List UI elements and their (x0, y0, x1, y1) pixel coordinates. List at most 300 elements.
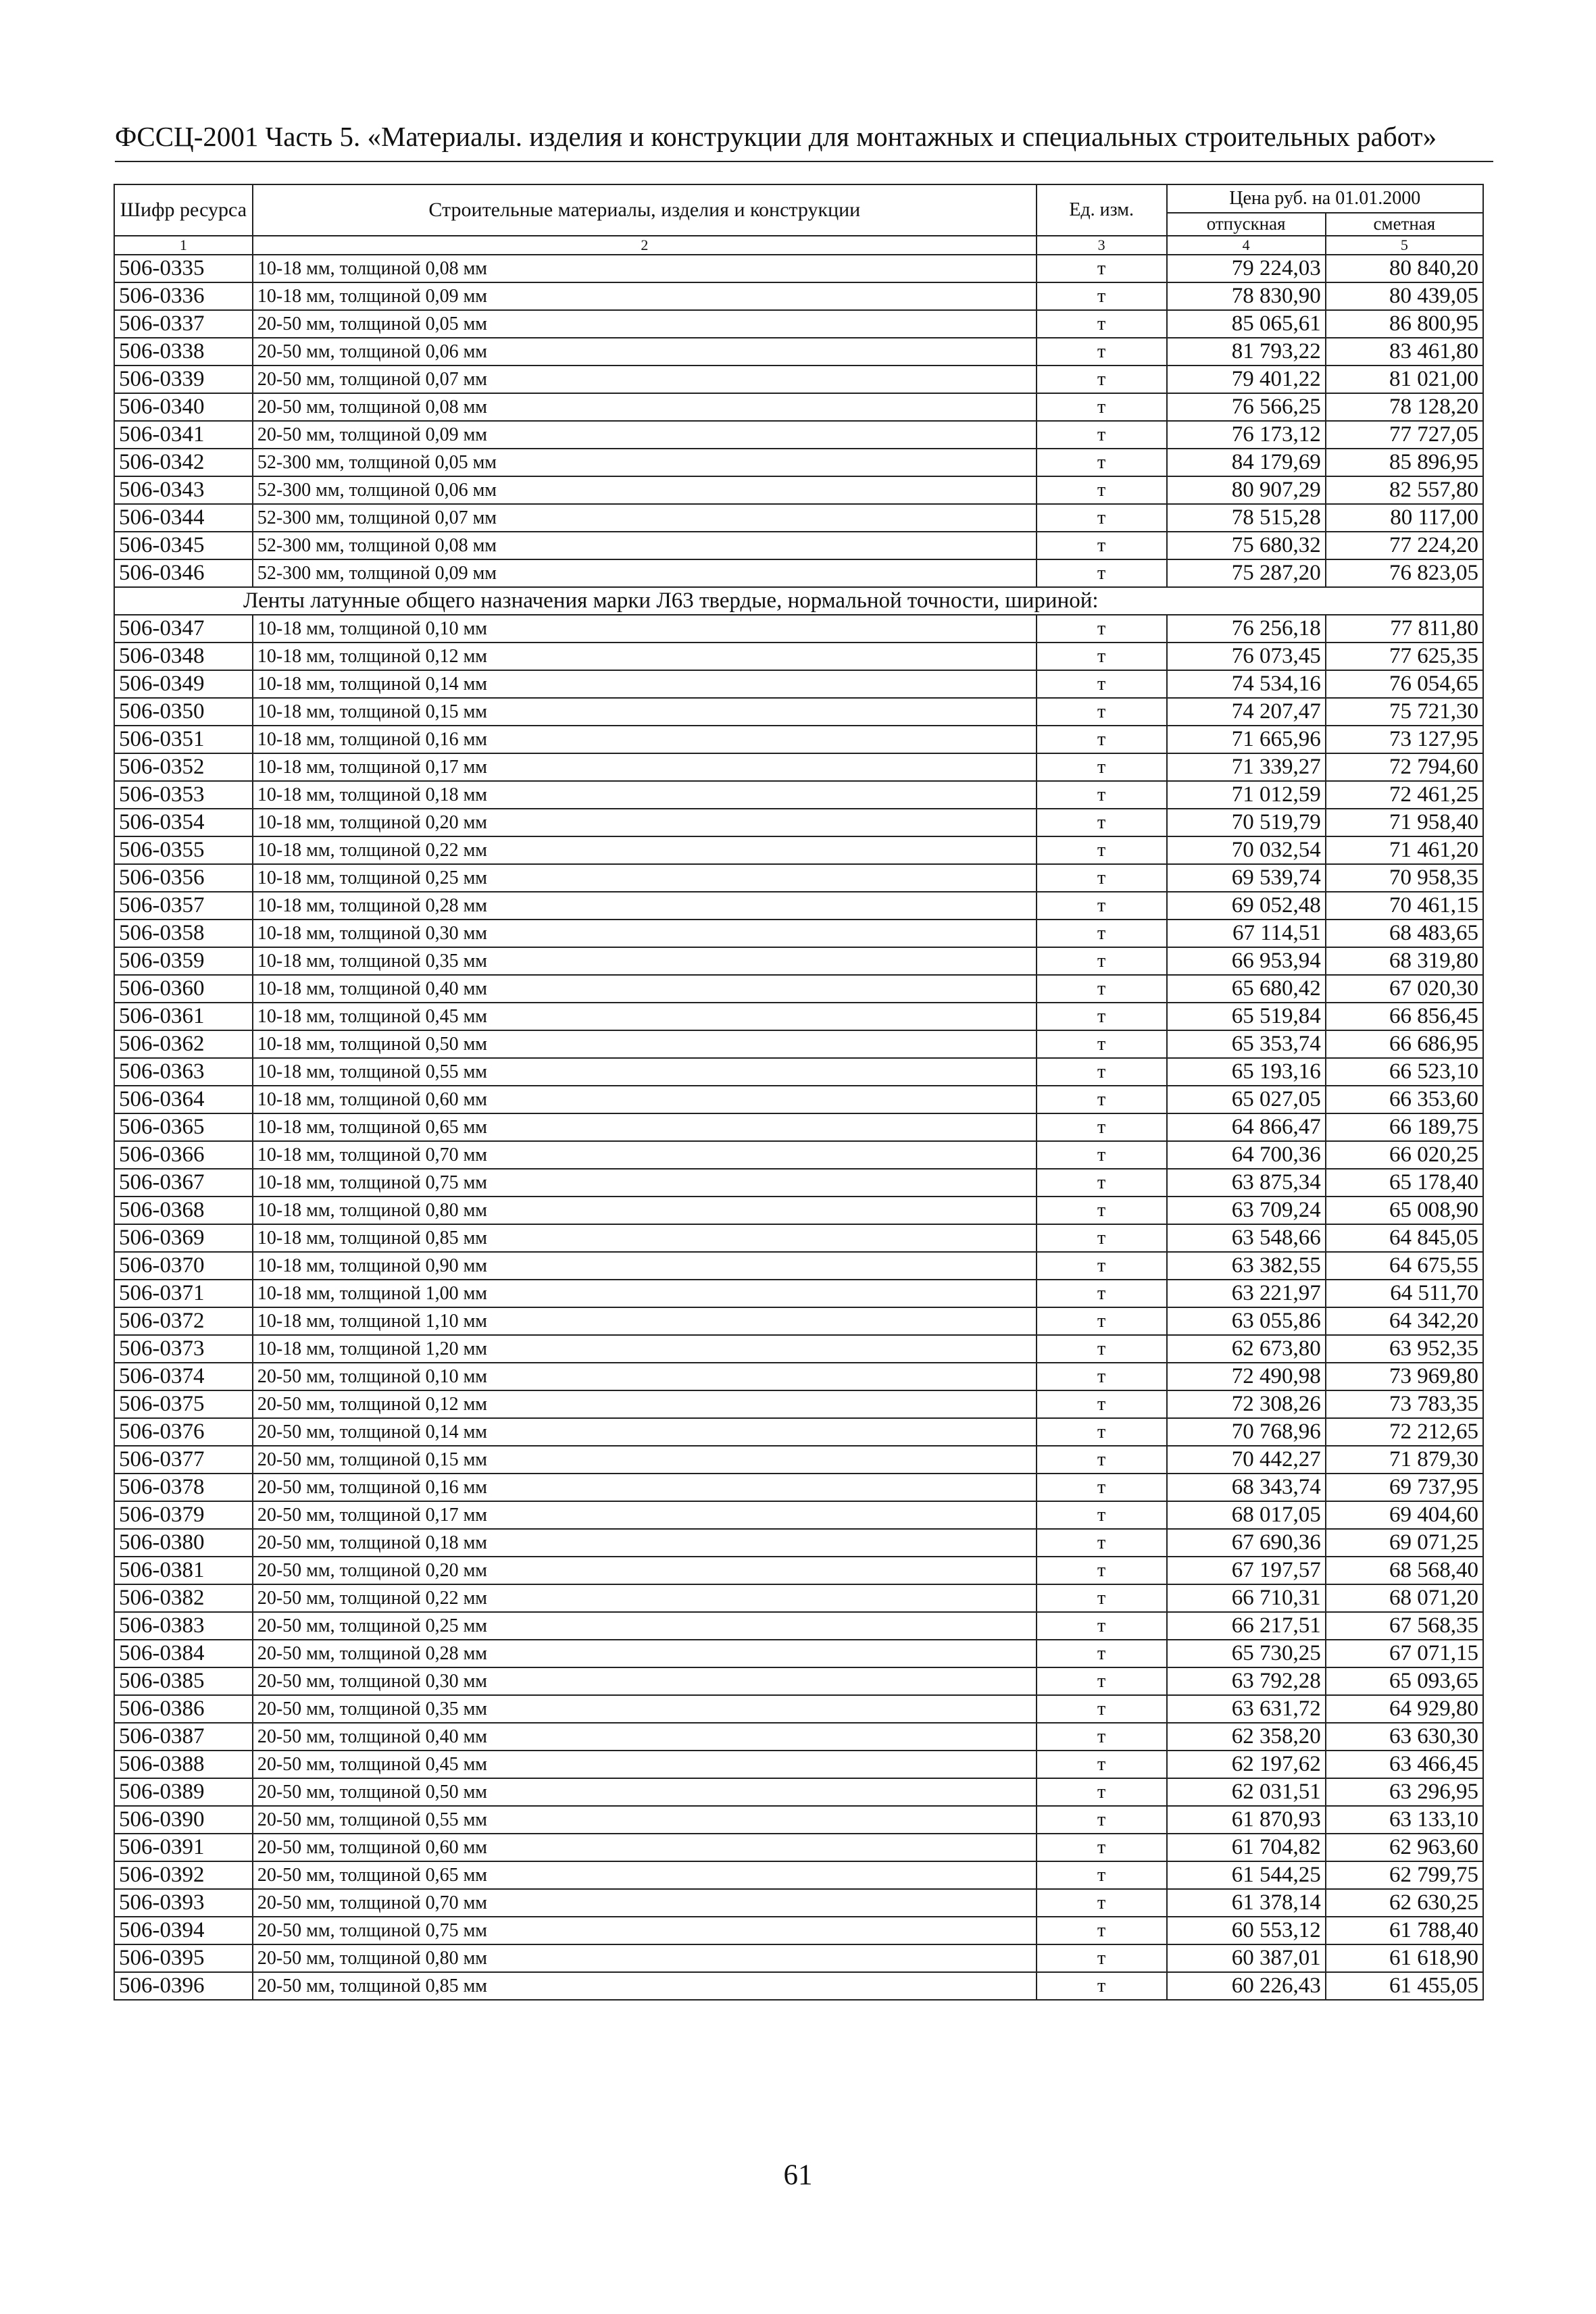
unit-cell: т (1037, 1197, 1167, 1224)
unit-cell: т (1037, 920, 1167, 947)
release-price-cell: 72 308,26 (1167, 1390, 1326, 1418)
material-name-cell: 52-300 мм, толщиной 0,06 мм (253, 476, 1037, 504)
material-name-cell: 10-18 мм, толщиной 0,50 мм (253, 1030, 1037, 1058)
unit-cell: т (1037, 1141, 1167, 1169)
resource-code-cell: 506-0356 (114, 864, 253, 892)
resource-code-cell: 506-0389 (114, 1778, 253, 1806)
resource-code-cell: 506-0360 (114, 975, 253, 1003)
unit-cell: т (1037, 1224, 1167, 1252)
table-row (114, 1224, 1483, 1252)
release-price-cell: 75 680,32 (1167, 532, 1326, 559)
estimate-price-cell: 77 224,20 (1326, 532, 1483, 559)
resource-code-cell: 506-0367 (114, 1169, 253, 1197)
release-price-cell: 67 690,36 (1167, 1529, 1326, 1557)
material-name-cell: 10-18 мм, толщиной 0,65 мм (253, 1113, 1037, 1141)
estimate-price-cell: 66 353,60 (1326, 1086, 1483, 1113)
table-row (114, 310, 1483, 338)
resource-code-cell: 506-0391 (114, 1834, 253, 1861)
resource-code-cell: 506-0365 (114, 1113, 253, 1141)
estimate-price-cell: 78 128,20 (1326, 393, 1483, 421)
release-price-cell: 63 631,72 (1167, 1695, 1326, 1723)
unit-cell: т (1037, 504, 1167, 532)
release-price-cell: 69 539,74 (1167, 864, 1326, 892)
resource-code-cell: 506-0348 (114, 643, 253, 670)
table-row (114, 449, 1483, 476)
estimate-price-cell: 66 686,95 (1326, 1030, 1483, 1058)
unit-cell: т (1037, 1806, 1167, 1834)
table-row (114, 643, 1483, 670)
col-code-header: Шифр ресурса (114, 184, 253, 236)
table-row (114, 753, 1483, 781)
resource-code-cell: 506-0354 (114, 809, 253, 836)
resource-code-cell: 506-0373 (114, 1335, 253, 1363)
release-price-cell: 81 793,22 (1167, 338, 1326, 366)
resource-code-cell: 506-0370 (114, 1252, 253, 1280)
material-name-cell: 10-18 мм, толщиной 1,20 мм (253, 1335, 1037, 1363)
table-row (114, 1307, 1483, 1335)
estimate-price-cell: 70 958,35 (1326, 864, 1483, 892)
resource-code-cell: 506-0362 (114, 1030, 253, 1058)
release-price-cell: 70 032,54 (1167, 836, 1326, 864)
resource-code-cell: 506-0372 (114, 1307, 253, 1335)
release-price-cell: 68 343,74 (1167, 1474, 1326, 1501)
unit-cell: т (1037, 476, 1167, 504)
release-price-cell: 80 907,29 (1167, 476, 1326, 504)
material-name-cell: 20-50 мм, толщиной 0,70 мм (253, 1889, 1037, 1917)
estimate-price-cell: 63 133,10 (1326, 1806, 1483, 1834)
material-name-cell: 20-50 мм, толщиной 0,75 мм (253, 1917, 1037, 1944)
resource-code-cell: 506-0347 (114, 615, 253, 643)
material-name-cell: 10-18 мм, толщиной 0,55 мм (253, 1058, 1037, 1086)
unit-cell: т (1037, 892, 1167, 920)
unit-cell: т (1037, 1917, 1167, 1944)
estimate-price-cell: 63 630,30 (1326, 1723, 1483, 1751)
release-price-cell: 76 566,25 (1167, 393, 1326, 421)
resource-code-cell: 506-0377 (114, 1446, 253, 1474)
material-name-cell: 20-50 мм, толщиной 0,85 мм (253, 1972, 1037, 2000)
material-name-cell: 10-18 мм, толщиной 0,17 мм (253, 753, 1037, 781)
release-price-cell: 60 226,43 (1167, 1972, 1326, 2000)
estimate-price-cell: 73 127,95 (1326, 726, 1483, 753)
table-row (114, 504, 1483, 532)
material-name-cell: 20-50 мм, толщиной 0,22 мм (253, 1584, 1037, 1612)
estimate-price-cell: 67 071,15 (1326, 1640, 1483, 1667)
table-row (114, 559, 1483, 587)
release-price-cell: 62 197,62 (1167, 1751, 1326, 1778)
table-row (114, 1058, 1483, 1086)
estimate-price-cell: 66 523,10 (1326, 1058, 1483, 1086)
release-price-cell: 62 358,20 (1167, 1723, 1326, 1751)
release-price-cell: 65 027,05 (1167, 1086, 1326, 1113)
resource-code-cell: 506-0379 (114, 1501, 253, 1529)
release-price-cell: 78 515,28 (1167, 504, 1326, 532)
table-row (114, 698, 1483, 726)
resource-code-cell: 506-0358 (114, 920, 253, 947)
table-row (114, 1501, 1483, 1529)
col-number-4: 4 (1167, 236, 1326, 255)
unit-cell: т (1037, 1003, 1167, 1030)
resource-code-cell: 506-0341 (114, 421, 253, 449)
release-price-cell: 62 031,51 (1167, 1778, 1326, 1806)
table-row (114, 975, 1483, 1003)
table-row (114, 338, 1483, 366)
estimate-price-cell: 69 737,95 (1326, 1474, 1483, 1501)
table-row (114, 1972, 1483, 2000)
table-body-a (114, 255, 1483, 587)
resource-code-cell: 506-0396 (114, 1972, 253, 2000)
unit-cell: т (1037, 1113, 1167, 1141)
material-name-cell: 20-50 мм, толщиной 0,05 мм (253, 310, 1037, 338)
material-name-cell: 20-50 мм, толщиной 0,15 мм (253, 1446, 1037, 1474)
estimate-price-cell: 63 296,95 (1326, 1778, 1483, 1806)
estimate-price-cell: 66 020,25 (1326, 1141, 1483, 1169)
table-row (114, 1640, 1483, 1667)
material-name-cell: 20-50 мм, толщиной 0,35 мм (253, 1695, 1037, 1723)
material-name-cell: 20-50 мм, толщиной 0,25 мм (253, 1612, 1037, 1640)
unit-cell: т (1037, 753, 1167, 781)
table-row (114, 1695, 1483, 1723)
resource-code-cell: 506-0375 (114, 1390, 253, 1418)
table-row (114, 1335, 1483, 1363)
table-row (114, 1030, 1483, 1058)
table-row (114, 809, 1483, 836)
col-number-5: 5 (1326, 236, 1483, 255)
unit-cell: т (1037, 1557, 1167, 1584)
estimate-price-cell: 81 021,00 (1326, 366, 1483, 393)
estimate-price-cell: 77 625,35 (1326, 643, 1483, 670)
unit-cell: т (1037, 1030, 1167, 1058)
release-price-cell: 66 217,51 (1167, 1612, 1326, 1640)
estimate-price-cell: 71 461,20 (1326, 836, 1483, 864)
table-row (114, 726, 1483, 753)
release-price-cell: 66 710,31 (1167, 1584, 1326, 1612)
resource-code-cell: 506-0355 (114, 836, 253, 864)
material-name-cell: 20-50 мм, толщиной 0,16 мм (253, 1474, 1037, 1501)
estimate-price-cell: 64 675,55 (1326, 1252, 1483, 1280)
material-name-cell: 52-300 мм, толщиной 0,07 мм (253, 504, 1037, 532)
unit-cell: т (1037, 1086, 1167, 1113)
table-row (114, 1474, 1483, 1501)
unit-cell: т (1037, 1529, 1167, 1557)
release-price-cell: 64 866,47 (1167, 1113, 1326, 1141)
table-row (114, 1252, 1483, 1280)
col-unit-header: Ед. изм. (1037, 184, 1167, 236)
table-row (114, 920, 1483, 947)
unit-cell: т (1037, 1778, 1167, 1806)
table-row (114, 1667, 1483, 1695)
estimate-price-cell: 62 963,60 (1326, 1834, 1483, 1861)
estimate-price-cell: 63 466,45 (1326, 1751, 1483, 1778)
unit-cell: т (1037, 1667, 1167, 1695)
release-price-cell: 76 173,12 (1167, 421, 1326, 449)
unit-cell: т (1037, 1418, 1167, 1446)
table-row (114, 1751, 1483, 1778)
estimate-price-cell: 77 727,05 (1326, 421, 1483, 449)
estimate-price-cell: 68 483,65 (1326, 920, 1483, 947)
release-price-cell: 79 224,03 (1167, 255, 1326, 282)
estimate-price-cell: 64 929,80 (1326, 1695, 1483, 1723)
resource-code-cell: 506-0353 (114, 781, 253, 809)
material-name-cell: 10-18 мм, толщиной 0,16 мм (253, 726, 1037, 753)
estimate-price-cell: 68 319,80 (1326, 947, 1483, 975)
estimate-price-cell: 75 721,30 (1326, 698, 1483, 726)
estimate-price-cell: 64 342,20 (1326, 1307, 1483, 1335)
resource-code-cell: 506-0337 (114, 310, 253, 338)
estimate-price-cell: 63 952,35 (1326, 1335, 1483, 1363)
table-row (114, 1446, 1483, 1474)
material-name-cell: 20-50 мм, толщиной 0,60 мм (253, 1834, 1037, 1861)
unit-cell: т (1037, 366, 1167, 393)
estimate-price-cell: 61 455,05 (1326, 1972, 1483, 2000)
table-row (114, 1917, 1483, 1944)
resource-code-cell: 506-0378 (114, 1474, 253, 1501)
estimate-price-cell: 61 618,90 (1326, 1944, 1483, 1972)
material-name-cell: 10-18 мм, толщиной 0,18 мм (253, 781, 1037, 809)
release-price-cell: 61 544,25 (1167, 1861, 1326, 1889)
resource-code-cell: 506-0395 (114, 1944, 253, 1972)
unit-cell: т (1037, 1889, 1167, 1917)
unit-cell: т (1037, 864, 1167, 892)
material-name-cell: 20-50 мм, толщиной 0,45 мм (253, 1751, 1037, 1778)
estimate-price-cell: 66 856,45 (1326, 1003, 1483, 1030)
material-name-cell: 10-18 мм, толщиной 0,25 мм (253, 864, 1037, 892)
resource-code-cell: 506-0352 (114, 753, 253, 781)
estimate-price-cell: 72 212,65 (1326, 1418, 1483, 1446)
unit-cell: т (1037, 947, 1167, 975)
release-price-cell: 71 339,27 (1167, 753, 1326, 781)
estimate-price-cell: 65 178,40 (1326, 1169, 1483, 1197)
table-row (114, 1723, 1483, 1751)
material-name-cell: 20-50 мм, толщиной 0,18 мм (253, 1529, 1037, 1557)
table-row (114, 864, 1483, 892)
resource-code-cell: 506-0384 (114, 1640, 253, 1667)
table-row (114, 532, 1483, 559)
release-price-cell: 63 221,97 (1167, 1280, 1326, 1307)
resource-code-cell: 506-0338 (114, 338, 253, 366)
material-name-cell: 10-18 мм, толщиной 0,75 мм (253, 1169, 1037, 1197)
unit-cell: т (1037, 1723, 1167, 1751)
unit-cell: т (1037, 975, 1167, 1003)
unit-cell: т (1037, 1584, 1167, 1612)
table-row (114, 393, 1483, 421)
release-price-cell: 75 287,20 (1167, 559, 1326, 587)
table-row (114, 836, 1483, 864)
unit-cell: т (1037, 726, 1167, 753)
resource-code-cell: 506-0350 (114, 698, 253, 726)
release-price-cell: 65 680,42 (1167, 975, 1326, 1003)
unit-cell: т (1037, 1446, 1167, 1474)
estimate-price-cell: 64 845,05 (1326, 1224, 1483, 1252)
resource-code-cell: 506-0376 (114, 1418, 253, 1446)
resource-code-cell: 506-0390 (114, 1806, 253, 1834)
resource-code-cell: 506-0359 (114, 947, 253, 975)
unit-cell: т (1037, 559, 1167, 587)
group-heading: Ленты латунные общего назначения марки Л63 твердые, нормальной точности, шириной: (114, 587, 1483, 615)
unit-cell: т (1037, 781, 1167, 809)
release-price-cell: 63 709,24 (1167, 1197, 1326, 1224)
table-row (114, 1861, 1483, 1889)
table-body-b (114, 615, 1483, 2000)
unit-cell: т (1037, 338, 1167, 366)
estimate-price-cell: 65 008,90 (1326, 1197, 1483, 1224)
resource-code-cell: 506-0387 (114, 1723, 253, 1751)
material-name-cell: 20-50 мм, толщиной 0,17 мм (253, 1501, 1037, 1529)
resource-code-cell: 506-0344 (114, 504, 253, 532)
estimate-price-cell: 76 054,65 (1326, 670, 1483, 698)
material-name-cell: 10-18 мм, толщиной 1,10 мм (253, 1307, 1037, 1335)
group-heading-row (114, 587, 1483, 615)
resource-code-cell: 506-0381 (114, 1557, 253, 1584)
table-row (114, 947, 1483, 975)
resource-code-cell: 506-0393 (114, 1889, 253, 1917)
estimate-price-cell: 82 557,80 (1326, 476, 1483, 504)
release-price-cell: 78 830,90 (1167, 282, 1326, 310)
estimate-price-cell: 66 189,75 (1326, 1113, 1483, 1141)
release-price-cell: 64 700,36 (1167, 1141, 1326, 1169)
resource-code-cell: 506-0349 (114, 670, 253, 698)
release-price-cell: 67 114,51 (1167, 920, 1326, 947)
material-name-cell: 10-18 мм, толщиной 0,40 мм (253, 975, 1037, 1003)
unit-cell: т (1037, 1751, 1167, 1778)
resource-code-cell: 506-0366 (114, 1141, 253, 1169)
table-row (114, 1113, 1483, 1141)
estimate-price-cell: 70 461,15 (1326, 892, 1483, 920)
material-name-cell: 52-300 мм, толщиной 0,08 мм (253, 532, 1037, 559)
unit-cell: т (1037, 1861, 1167, 1889)
table-row (114, 366, 1483, 393)
release-price-cell: 63 875,34 (1167, 1169, 1326, 1197)
estimate-price-cell: 73 969,80 (1326, 1363, 1483, 1390)
material-name-cell: 10-18 мм, толщиной 0,28 мм (253, 892, 1037, 920)
col-price-header: Цена руб. на 01.01.2000 (1167, 184, 1484, 213)
resource-code-cell: 506-0368 (114, 1197, 253, 1224)
unit-cell: т (1037, 809, 1167, 836)
unit-cell: т (1037, 310, 1167, 338)
estimate-price-cell: 68 568,40 (1326, 1557, 1483, 1584)
material-name-cell: 20-50 мм, толщиной 0,28 мм (253, 1640, 1037, 1667)
estimate-price-cell: 71 958,40 (1326, 809, 1483, 836)
table-row (114, 1529, 1483, 1557)
unit-cell: т (1037, 1501, 1167, 1529)
unit-cell: т (1037, 836, 1167, 864)
material-name-cell: 10-18 мм, толщиной 0,14 мм (253, 670, 1037, 698)
unit-cell: т (1037, 1612, 1167, 1640)
col-number-3: 3 (1037, 236, 1167, 255)
estimate-price-cell: 83 461,80 (1326, 338, 1483, 366)
resource-code-cell: 506-0357 (114, 892, 253, 920)
unit-cell: т (1037, 615, 1167, 643)
unit-cell: т (1037, 1307, 1167, 1335)
material-name-cell: 10-18 мм, толщиной 0,12 мм (253, 643, 1037, 670)
resource-code-cell: 506-0345 (114, 532, 253, 559)
table-row (114, 892, 1483, 920)
material-name-cell: 20-50 мм, толщиной 0,65 мм (253, 1861, 1037, 1889)
resource-code-cell: 506-0371 (114, 1280, 253, 1307)
table-header (114, 184, 1483, 255)
table-row (114, 1889, 1483, 1917)
material-name-cell: 20-50 мм, толщиной 0,14 мм (253, 1418, 1037, 1446)
table-row (114, 1612, 1483, 1640)
table-row (114, 1280, 1483, 1307)
material-name-cell: 20-50 мм, толщиной 0,40 мм (253, 1723, 1037, 1751)
page-number: 61 (783, 2159, 813, 2191)
estimate-price-cell: 61 788,40 (1326, 1917, 1483, 1944)
unit-cell: т (1037, 1169, 1167, 1197)
unit-cell: т (1037, 1695, 1167, 1723)
estimate-price-cell: 72 794,60 (1326, 753, 1483, 781)
release-price-cell: 60 553,12 (1167, 1917, 1326, 1944)
material-name-cell: 20-50 мм, толщиной 0,08 мм (253, 393, 1037, 421)
material-name-cell: 20-50 мм, толщиной 0,10 мм (253, 1363, 1037, 1390)
resource-code-cell: 506-0361 (114, 1003, 253, 1030)
resource-code-cell: 506-0336 (114, 282, 253, 310)
release-price-cell: 63 055,86 (1167, 1307, 1326, 1335)
table-row (114, 670, 1483, 698)
resource-code-cell: 506-0382 (114, 1584, 253, 1612)
release-price-cell: 70 519,79 (1167, 809, 1326, 836)
estimate-price-cell: 80 439,05 (1326, 282, 1483, 310)
release-price-cell: 66 953,94 (1167, 947, 1326, 975)
unit-cell: т (1037, 1834, 1167, 1861)
col-number-2: 2 (253, 236, 1037, 255)
estimate-price-cell: 72 461,25 (1326, 781, 1483, 809)
col-price-release-header: отпускная (1167, 213, 1326, 236)
header-rule (115, 161, 1493, 162)
material-name-cell: 52-300 мм, толщиной 0,05 мм (253, 449, 1037, 476)
table-row (114, 1169, 1483, 1197)
material-name-cell: 10-18 мм, толщиной 0,60 мм (253, 1086, 1037, 1113)
unit-cell: т (1037, 255, 1167, 282)
material-name-cell: 10-18 мм, толщиной 0,08 мм (253, 255, 1037, 282)
resource-code-cell: 506-0369 (114, 1224, 253, 1252)
col-number-1: 1 (114, 236, 253, 255)
resource-code-cell: 506-0335 (114, 255, 253, 282)
resource-code-cell: 506-0346 (114, 559, 253, 587)
resource-code-cell: 506-0383 (114, 1612, 253, 1640)
release-price-cell: 70 768,96 (1167, 1418, 1326, 1446)
unit-cell: т (1037, 1363, 1167, 1390)
resource-code-cell: 506-0342 (114, 449, 253, 476)
release-price-cell: 74 207,47 (1167, 698, 1326, 726)
estimate-price-cell: 86 800,95 (1326, 310, 1483, 338)
material-name-cell: 20-50 мм, толщиной 0,09 мм (253, 421, 1037, 449)
release-price-cell: 67 197,57 (1167, 1557, 1326, 1584)
release-price-cell: 62 673,80 (1167, 1335, 1326, 1363)
material-name-cell: 20-50 мм, толщиной 0,07 мм (253, 366, 1037, 393)
material-name-cell: 10-18 мм, толщиной 0,35 мм (253, 947, 1037, 975)
unit-cell: т (1037, 1280, 1167, 1307)
col-name-header: Строительные материалы, изделия и конструкции (253, 184, 1037, 236)
material-name-cell: 20-50 мм, толщиной 0,50 мм (253, 1778, 1037, 1806)
table-row (114, 1834, 1483, 1861)
release-price-cell: 70 442,27 (1167, 1446, 1326, 1474)
release-price-cell: 69 052,48 (1167, 892, 1326, 920)
unit-cell: т (1037, 643, 1167, 670)
table-row (114, 1003, 1483, 1030)
unit-cell: т (1037, 449, 1167, 476)
estimate-price-cell: 73 783,35 (1326, 1390, 1483, 1418)
table-row (114, 1557, 1483, 1584)
estimate-price-cell: 68 071,20 (1326, 1584, 1483, 1612)
resource-code-cell: 506-0394 (114, 1917, 253, 1944)
unit-cell: т (1037, 1474, 1167, 1501)
release-price-cell: 65 519,84 (1167, 1003, 1326, 1030)
release-price-cell: 61 378,14 (1167, 1889, 1326, 1917)
release-price-cell: 61 704,82 (1167, 1834, 1326, 1861)
table-row (114, 781, 1483, 809)
material-name-cell: 10-18 мм, толщиной 0,70 мм (253, 1141, 1037, 1169)
resource-code-cell: 506-0388 (114, 1751, 253, 1778)
